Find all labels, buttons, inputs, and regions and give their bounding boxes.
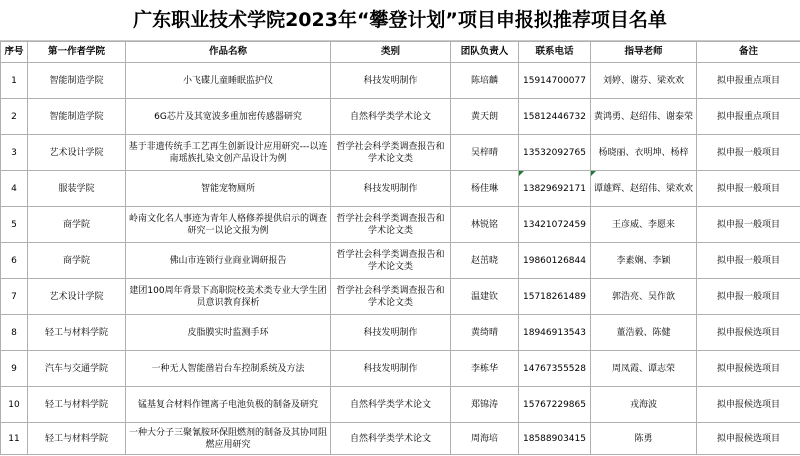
cell-note[interactable]: 拟申报一般项目 bbox=[697, 279, 800, 315]
cell-no[interactable]: 3 bbox=[1, 135, 28, 171]
cell-college[interactable]: 商学院 bbox=[28, 207, 126, 243]
cell-work[interactable]: 基于非遗传统手工艺再生创新设计应用研究---以连南瑶族扎染文创产品设计为例 bbox=[126, 135, 331, 171]
cell-advisor[interactable]: 周凤霞、谭志荣 bbox=[591, 351, 697, 387]
table-row bbox=[1, 207, 800, 243]
cell-advisor[interactable]: 王彦威、李愿来 bbox=[591, 207, 697, 243]
table-row bbox=[1, 171, 800, 207]
project-table bbox=[0, 41, 800, 455]
cell-no[interactable]: 6 bbox=[1, 243, 28, 279]
cell-college[interactable]: 服装学院 bbox=[28, 171, 126, 207]
cell-work[interactable]: 皮脂膜实时监测手环 bbox=[126, 315, 331, 351]
cell-note[interactable]: 拟申报一般项目 bbox=[697, 171, 800, 207]
cell-no[interactable]: 10 bbox=[1, 387, 28, 423]
cell-category[interactable]: 哲学社会科学类调查报告和学术论文类 bbox=[331, 243, 451, 279]
cell-leader[interactable]: 李栋华 bbox=[451, 351, 519, 387]
cell-no[interactable]: 11 bbox=[1, 423, 28, 455]
cell-college[interactable]: 轻工与材料学院 bbox=[28, 423, 126, 455]
header-no: 序号 bbox=[1, 42, 28, 63]
cell-note[interactable]: 拟申报一般项目 bbox=[697, 243, 800, 279]
cell-category[interactable]: 自然科学类学术论文 bbox=[331, 99, 451, 135]
cell-category[interactable]: 哲学社会科学类调查报告和学术论文类 bbox=[331, 207, 451, 243]
cell-category[interactable]: 哲学社会科学类调查报告和学术论文类 bbox=[331, 279, 451, 315]
cell-college[interactable]: 艺术设计学院 bbox=[28, 279, 126, 315]
cell-leader[interactable]: 赵茁晓 bbox=[451, 243, 519, 279]
cell-college[interactable]: 智能制造学院 bbox=[28, 63, 126, 99]
cell-college[interactable]: 汽车与交通学院 bbox=[28, 351, 126, 387]
cell-category[interactable]: 科技发明制作 bbox=[331, 351, 451, 387]
cell-note[interactable]: 拟申报候选项目 bbox=[697, 423, 800, 455]
cell-no[interactable]: 4 bbox=[1, 171, 28, 207]
cell-work[interactable]: 小飞碟儿童睡眠监护仪 bbox=[126, 63, 331, 99]
cell-note[interactable]: 拟申报一般项目 bbox=[697, 135, 800, 171]
cell-phone[interactable]: 15767229865 bbox=[519, 387, 591, 423]
cell-category[interactable]: 科技发明制作 bbox=[331, 63, 451, 99]
cell-note[interactable]: 拟申报候选项目 bbox=[697, 387, 800, 423]
cell-note[interactable]: 拟申报候选项目 bbox=[697, 315, 800, 351]
header-note: 备注 bbox=[697, 42, 800, 63]
table-row bbox=[1, 423, 800, 455]
cell-note[interactable]: 拟申报候选项目 bbox=[697, 351, 800, 387]
cell-phone[interactable]: 15914700077 bbox=[519, 63, 591, 99]
cell-advisor[interactable]: 谭雄辉、赵绍伟、梁欢欢 bbox=[591, 171, 697, 207]
cell-category[interactable]: 自然科学类学术论文 bbox=[331, 387, 451, 423]
cell-phone[interactable]: 15812446732 bbox=[519, 99, 591, 135]
cell-leader[interactable]: 周海培 bbox=[451, 423, 519, 455]
table-row bbox=[1, 99, 800, 135]
cell-note[interactable]: 拟申报重点项目 bbox=[697, 99, 800, 135]
header-leader: 团队负责人 bbox=[451, 42, 519, 63]
cell-leader[interactable]: 温建钦 bbox=[451, 279, 519, 315]
cell-advisor[interactable]: 戎海波 bbox=[591, 387, 697, 423]
cell-college[interactable]: 智能制造学院 bbox=[28, 99, 126, 135]
cell-college[interactable]: 艺术设计学院 bbox=[28, 135, 126, 171]
cell-work[interactable]: 6G芯片及其宽波多重加密传感器研究 bbox=[126, 99, 331, 135]
document-title: 广东职业技术学院2023年“攀登计划”项目申报拟推荐项目名单 bbox=[0, 0, 800, 41]
header-work: 作品名称 bbox=[126, 42, 331, 63]
cell-work[interactable]: 锰基复合材料作锂离子电池负极的制备及研究 bbox=[126, 387, 331, 423]
cell-phone[interactable]: 15718261489 bbox=[519, 279, 591, 315]
cell-advisor[interactable]: 李素娴、李颖 bbox=[591, 243, 697, 279]
cell-no[interactable]: 7 bbox=[1, 279, 28, 315]
table-row bbox=[1, 279, 800, 315]
cell-work[interactable]: 岭南文化名人事迹为青年人格修养提供启示的调查研究一以论文报为例 bbox=[126, 207, 331, 243]
cell-leader[interactable]: 黄天朗 bbox=[451, 99, 519, 135]
cell-no[interactable]: 8 bbox=[1, 315, 28, 351]
cell-work[interactable]: 一种无人智能凿岩台车控制系统及方法 bbox=[126, 351, 331, 387]
cell-leader[interactable]: 郑锦涛 bbox=[451, 387, 519, 423]
cell-phone[interactable]: 19860126844 bbox=[519, 243, 591, 279]
cell-category[interactable]: 科技发明制作 bbox=[331, 315, 451, 351]
table-row bbox=[1, 135, 800, 171]
table-row bbox=[1, 243, 800, 279]
cell-phone[interactable]: 18588903415 bbox=[519, 423, 591, 455]
cell-note[interactable]: 拟申报重点项目 bbox=[697, 63, 800, 99]
cell-phone[interactable]: 18946913543 bbox=[519, 315, 591, 351]
cell-leader[interactable]: 林锐铭 bbox=[451, 207, 519, 243]
cell-work[interactable]: 一种大分子三聚氰胺环保阻燃剂的制备及其协同阻燃应用研究 bbox=[126, 423, 331, 455]
cell-work[interactable]: 建团100周年背景下高职院校美术类专业大学生团员意识教育探析 bbox=[126, 279, 331, 315]
header-row bbox=[1, 42, 800, 63]
cell-no[interactable]: 5 bbox=[1, 207, 28, 243]
header-category: 类别 bbox=[331, 42, 451, 63]
cell-category[interactable]: 科技发明制作 bbox=[331, 171, 451, 207]
cell-no[interactable]: 1 bbox=[1, 63, 28, 99]
cell-phone[interactable]: 13421072459 bbox=[519, 207, 591, 243]
cell-advisor[interactable]: 黄鸿勇、赵绍伟、谢泰荣 bbox=[591, 99, 697, 135]
cell-college[interactable]: 轻工与材料学院 bbox=[28, 387, 126, 423]
cell-phone[interactable]: 14767355528 bbox=[519, 351, 591, 387]
header-college: 第一作者学院 bbox=[28, 42, 126, 63]
cell-leader[interactable]: 陈培麟 bbox=[451, 63, 519, 99]
header-phone: 联系电话 bbox=[519, 42, 591, 63]
table-row bbox=[1, 63, 800, 99]
table-row bbox=[1, 351, 800, 387]
table-row bbox=[1, 387, 800, 423]
cell-advisor[interactable]: 郭浩亮、吴作歆 bbox=[591, 279, 697, 315]
cell-advisor[interactable]: 董浩毅、陈健 bbox=[591, 315, 697, 351]
cell-leader[interactable]: 吴梓晴 bbox=[451, 135, 519, 171]
cell-phone[interactable]: 13532092765 bbox=[519, 135, 591, 171]
cell-note[interactable]: 拟申报一般项目 bbox=[697, 207, 800, 243]
cell-work[interactable]: 智能宠物厕所 bbox=[126, 171, 331, 207]
cell-phone[interactable]: 13829692171 bbox=[519, 171, 591, 207]
cell-college[interactable]: 轻工与材料学院 bbox=[28, 315, 126, 351]
cell-no[interactable]: 2 bbox=[1, 99, 28, 135]
cell-advisor[interactable]: 刘婷、谢芬、梁欢欢 bbox=[591, 63, 697, 99]
cell-category[interactable]: 自然科学类学术论文 bbox=[331, 423, 451, 455]
cell-no[interactable]: 9 bbox=[1, 351, 28, 387]
cell-work[interactable]: 佛山市连锁行业商业调研报告 bbox=[126, 243, 331, 279]
cell-leader[interactable]: 黄绮晴 bbox=[451, 315, 519, 351]
cell-category[interactable]: 哲学社会科学类调查报告和学术论文类 bbox=[331, 135, 451, 171]
cell-leader[interactable]: 杨佳琳 bbox=[451, 171, 519, 207]
cell-college[interactable]: 商学院 bbox=[28, 243, 126, 279]
cell-advisor[interactable]: 陈勇 bbox=[591, 423, 697, 455]
header-advisor: 指导老师 bbox=[591, 42, 697, 63]
table-row bbox=[1, 315, 800, 351]
cell-advisor[interactable]: 杨晓丽、衣明坤、杨梓 bbox=[591, 135, 697, 171]
